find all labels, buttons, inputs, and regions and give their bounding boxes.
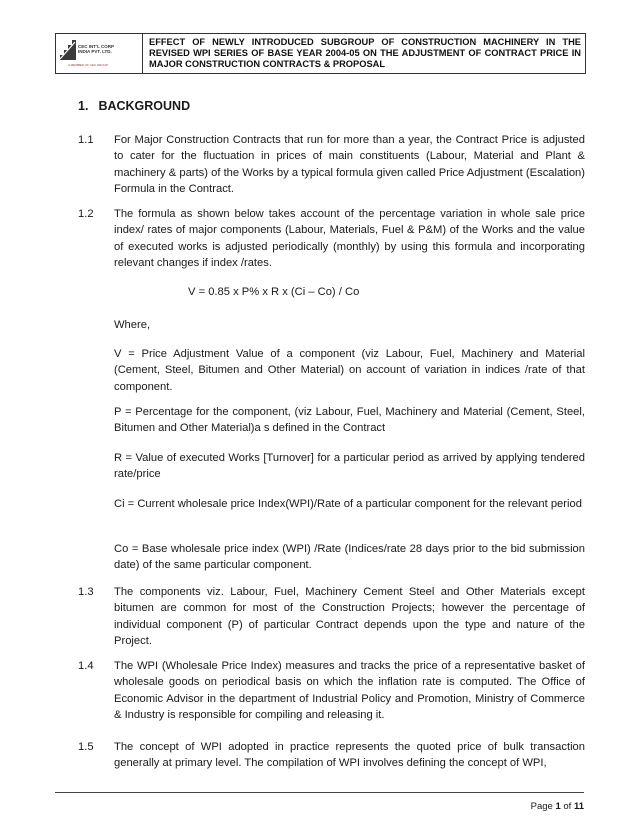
definition-ci: Ci = Current wholesale price Index(WPI)/Rate of a particular component for the relevant period (114, 498, 582, 510)
paragraph-number: 1.3 (78, 586, 94, 598)
paragraph-1-5 (78, 739, 585, 772)
price-adjustment-formula: V = 0.85 x P% x R x (Ci – Co) / Co (188, 286, 360, 298)
paragraph-text: The formula as shown below takes account of the percentage variation in whole sale price index/ rates of major components (Labour, Materials, Fuel & P&M) of the Works and the value of executed works is adjusted periodically (monthly) by using this formula and incorporating relevant changes if index /rates. (114, 208, 585, 270)
section-number: 1. (78, 99, 89, 113)
page-label: Page (530, 801, 553, 812)
paragraph-text: For Major Construction Contracts that run for more than a year, the Contract Price is adjusted to cater for the fluctuation in prices of main constituents (Labour, Material and Plant & machinery & parts) of the Works by a typical formula given called Price Adjustment (Escalation) Formula in the Contract. (114, 134, 585, 196)
definition-r: R = Value of executed Works [Turnover] for a particular period as arrived by applying tendered rate/price (114, 452, 585, 481)
where-label: Where, (114, 319, 151, 331)
paragraph-text: The WPI (Wholesale Price Index) measures and tracks the price of a representative basket of wholesale goods on periodical basis on which the inflation rate is computed. The Office of Economic Advisor in the department of Industrial Policy and Promotion, Ministry of Commerce & Industry is responsible for compiling and releasing it. (114, 660, 585, 722)
company-logo (56, 34, 143, 73)
total-pages: 11 (573, 801, 584, 812)
logo-stairs-icon (60, 40, 76, 60)
paragraph-1-4 (78, 658, 585, 724)
document-header (55, 33, 586, 74)
definition-v: V = Price Adjustment Value of a component (viz Labour, Fuel, Machinery and Material (Cement, Steel, Bitumen and Other Material) on account of variation in indices /rate of that component. (114, 348, 585, 393)
paragraph-text: The concept of WPI adopted in practice represents the quoted price of bulk transaction generally at primary level. The compilation of WPI involves defining the concept of WPI, (114, 741, 585, 770)
paragraph-number: 1.5 (78, 741, 94, 753)
paragraph-1-3 (78, 584, 585, 650)
section-heading (78, 99, 190, 113)
page-number (531, 801, 584, 812)
definition-co: Co = Base wholesale price index (WPI) /Rate (Indices/rate 28 days prior to the bid submission date) of the same particular component. (114, 543, 585, 572)
logo-tagline: A MEMBER OF CEC GROUP (68, 63, 108, 67)
paragraph-number: 1.2 (78, 208, 94, 220)
current-page: 1 (555, 801, 561, 812)
paragraph-text: The components viz. Labour, Fuel, Machinery Cement Steel and Other Materials except bitumen are common for most of the Construction Projects; however the percentage of individual component (P) of particular Contract depends upon the type and nature of the Project. (114, 586, 585, 648)
document-title: EFFECT OF NEWLY INTRODUCED SUBGROUP OF CONSTRUCTION MACHINERY IN THE REVISED WPI SERIES OF BASE YEAR 2004-05 ON THE ADJUSTMENT OF CONTRACT PRICE IN MAJOR CONSTRUCTION CONTRACTS & PROPOSAL (149, 37, 581, 69)
footer-divider (55, 792, 584, 793)
paragraph-1-1 (78, 132, 585, 198)
paragraph-number: 1.4 (78, 660, 94, 672)
paragraph-number: 1.1 (78, 134, 94, 146)
section-title: BACKGROUND (98, 99, 191, 113)
definition-p: P = Percentage for the component, (viz Labour, Fuel, Machinery and Material (Cement, Steel, Bitumen and Other Material)a s defined in the Contract (114, 406, 585, 435)
logo-line-1: CEC INT'L CORP (78, 44, 114, 49)
of-label: of (563, 801, 572, 812)
logo-line-2: INDIA PVT. LTD. (78, 49, 112, 54)
paragraph-1-2 (78, 206, 585, 272)
